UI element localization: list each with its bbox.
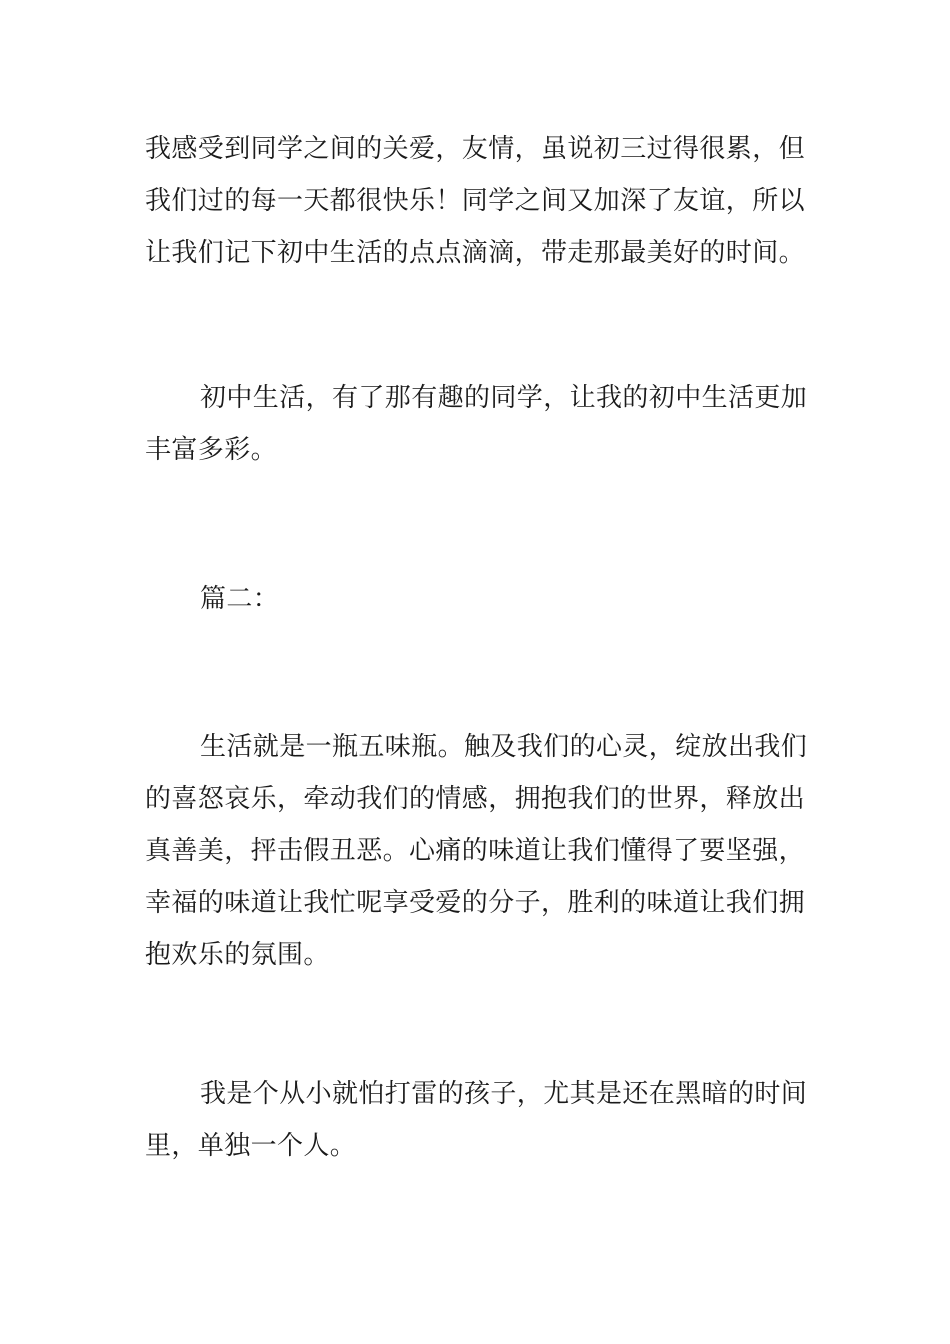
- text-line: 的喜怒哀乐，牵动我们的情感，拥抱我们的世界，释放出: [145, 784, 806, 814]
- text-line: 抱欢乐的氛围。: [145, 940, 330, 970]
- section-heading-text: 篇二：: [200, 584, 280, 614]
- paragraph-continuation: [145, 123, 807, 279]
- paragraph-thunder: [145, 1068, 807, 1172]
- text-line: 里，单独一个人。: [145, 1131, 357, 1161]
- text-line: 我是个从小就怕打雷的孩子，尤其是还在黑暗的时间: [200, 1079, 808, 1109]
- text-line: 我感受到同学之间的关爱，友情，虽说初三过得很累，但: [145, 134, 806, 164]
- section-heading: [145, 573, 807, 625]
- text-line: 初中生活，有了那有趣的同学，让我的初中生活更加: [200, 383, 808, 413]
- text-line: 我们过的每一天都很快乐！同学之间又加深了友谊，所以: [145, 186, 806, 216]
- paragraph-five-flavors: [145, 721, 807, 981]
- text-line: 丰富多彩。: [145, 435, 278, 465]
- text-line: 真善美，抨击假丑恶。心痛的味道让我们懂得了要坚强，: [145, 836, 806, 866]
- text-line: 幸福的味道让我忙呢享受爱的分子，胜利的味道让我们拥: [145, 888, 806, 918]
- text-line: 生活就是一瓶五味瓶。触及我们的心灵，绽放出我们: [200, 732, 808, 762]
- text-line: 让我们记下初中生活的点点滴滴，带走那最美好的时间。: [145, 238, 806, 268]
- paragraph-classmates: [145, 372, 807, 476]
